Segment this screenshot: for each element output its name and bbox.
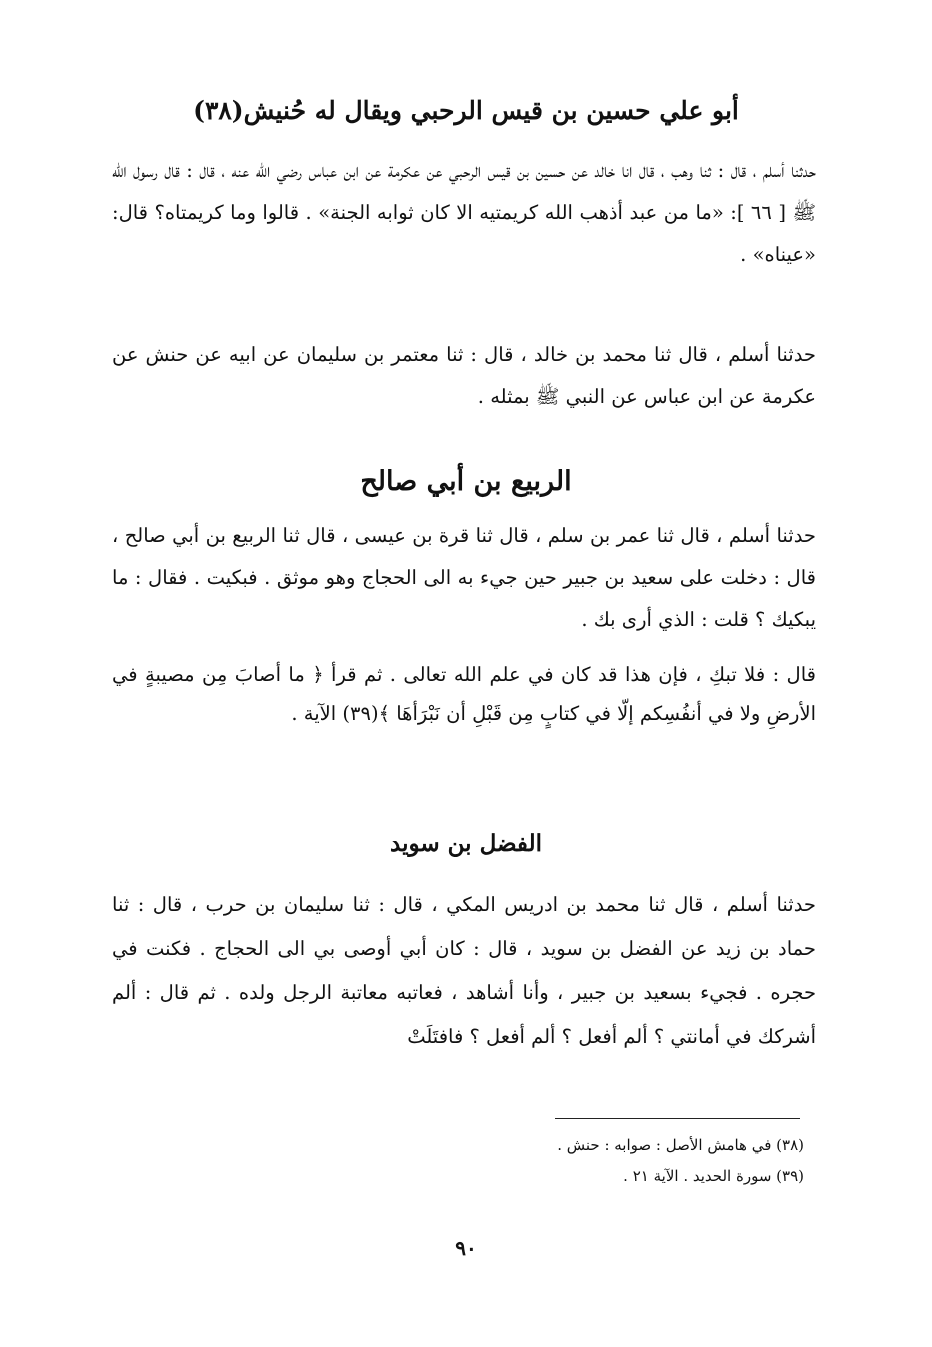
hadith-paragraph-5: حدثنا أسلم ، قال ثنا محمد بن ادريس المكي ، قال : ثنا سليمان بن حرب ، قال : ثنا حماد بن زيد عن الفضل بن سويد ، قال : كان أبي أوصى بي الى الحجاج . فكنت في حجره . فجيء بسعيد بن جبير ، وأنا أشاهد ، فعاتبه معاتبة الرجل ولده . ثم قال : ألم أشركك في أمانتي ؟ ألم أفعل ؟ ألم أفعل ؟ فافتَلَتْ <box>112 893 816 1048</box>
section-heading-hussein-bin-qays: أبو علي حسين بن قيس الرحبي ويقال له حُنيش(٣٨) <box>193 96 739 125</box>
hadith-paragraph-2: حدثنا أسلم ، قال ثنا محمد بن خالد ، قال : ثنا معتمر بن سليمان عن ابيه عن حنش عن عكرمة عن ابن عباس عن النبي ﷺ بمثله . <box>112 343 816 408</box>
section-heading-rabi-bin-abi-salih: الربيع بن أبي صالح <box>360 466 572 497</box>
hadith-paragraph-3: حدثنا أسلم ، قال ثنا عمر بن سلم ، قال ثنا قرة بن عيسى ، قال ثنا الربيع بن أبي صالح ، قال : دخلت على سعيد بن جبير حين جيء به الى الحجاج وهو موثق . فبكيت . فقال : ما يبكيك ؟ قلت : الذي أرى بك . <box>112 524 816 631</box>
hadith-paragraph-1: حدثنا أسلم ، قال : ثنا وهب ، قال انا خالد عن حسين بن قيس الرحبي عن عكرمة عن ابن عباس رضي الله عنه ، قال : قال رسول الله ﷺ [ ٦٦ ]: «ما من عبد أذهب الله كريمتيه الا كان ثوابه الجنة» . قالوا وما كريمتاه؟ قال: «عيناه» . <box>112 159 816 266</box>
footnote-39: (٣٩) سورة الحديد . الآية ٢١ . <box>623 1167 804 1185</box>
footnote-38: (٣٨) في هامش الأصل : صوابه : حنش . <box>557 1136 804 1154</box>
section-heading-fadl-bin-suwayd: الفضل بن سويد <box>390 830 542 857</box>
hadith-paragraph-4: قال : فلا تبكِ ، فإن هذا قد كان في علم الله تعالى . ثم قرأ ﴿ ما أصابَ مِن مصيبةٍ في الأرضِ ولا في أنفُسِكم إلّا في كتابٍ مِن قَبْلِ أن نَبْرَأهَا ﴾(٣٩) الآية . <box>112 663 816 725</box>
page-number: ٩٠ <box>455 1236 477 1260</box>
footnote-divider <box>555 1118 800 1119</box>
